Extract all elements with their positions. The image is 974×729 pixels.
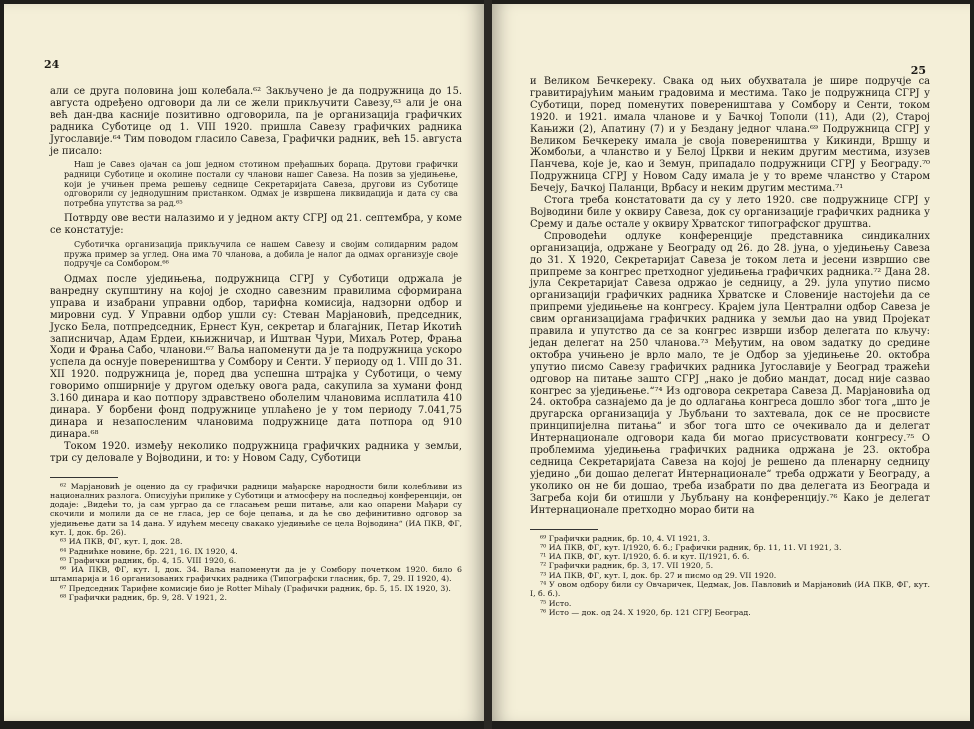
block-quote	[64, 240, 458, 269]
book-gutter	[484, 0, 492, 729]
footnote: ⁶² Марјановић је оценио да су графички радници мађарске народности били колебљиви из националних разлога. Описујући прилике у Суботици и атмосферу на последњој конференцији, он додаје: „Видећи то, ја сам урграо да се гласањем реши питање, али као опарени Мађари су скочили и молили да се не гласа, јер се боје цепања, и да ће сво дефинитивно одговор за уједињење дати за 14 дана. У идућем месецу свакако уједињиће се цела Војводина“ (ИА ПКВ, ФГ, кут. I, док. бр. 26).	[50, 481, 462, 537]
quote-text: Наш је Савез ојачан са још једном стотином пређашњих бораца. Друтови графички радници Суботице и околине постали су чланови нашег Савеза. На позив за уједињење, који је учињен према решењу седнице Секретаријата Савеза, другови из Суботице одговорили су једнодушним пристанком. Одмах је извршена ликвидација и дата су сва потребна упутства за рад.⁶⁵	[64, 159, 458, 208]
paragraph: али се друга половина још колебала.⁶² Закључено је да подружница до 15. августа одређено одговори да ли се жели прикључити Савезу,⁶³ али је она већ дан-два касније позитивно одговорила, па је организација графичких радника Суботице од 1. VIII 1920. пришла Савезу графичких радника Југославије.⁶⁴ Тим поводом гласило Савеза, Графички радник, већ 15. августа је писало:	[50, 86, 462, 157]
footnote: ⁶⁶ ИА ПКВ, ФГ, кут. I, док. 34. Ваља напоменути да је у Сомбору почетком 1920. било 6 штампарија и 16 организованих графичких радника (Типографски гласник, бр. 7, 29. II 1920, 4).	[50, 565, 462, 584]
paragraph: Потврду ове вести налазимо и у једном акту СГРЈ од 21. септембра, у коме се констатује:	[50, 213, 462, 237]
right-page	[492, 4, 970, 721]
left-page	[4, 4, 484, 721]
footnote: ⁶⁴ Раднићке новине, бр. 221, 16. IX 1920, 4.	[60, 546, 238, 556]
footnote: ⁷⁰ ИА ПКВ, ФГ, кут. I/1920, б. б.; Графички радник, бр. 11, 11. VI 1921, 3.	[540, 542, 842, 552]
block-quote	[64, 160, 458, 208]
footnotes	[50, 482, 462, 603]
paragraph: Стога треба констатовати да су у лето 1920. све подружнице СГРЈ у Војводини биле у оквиру Савеза, док су организације графичких радника у Срему и даље остале у оквиру Хрватског типографског друштва.	[530, 195, 930, 230]
footnote: ⁶⁸ Графички радник, бр. 9, 28. V 1921, 2.	[60, 593, 227, 603]
footnote: ⁷² Графички радник, бр. 3, 17. VII 1920, 5.	[540, 561, 714, 571]
footnote: ⁷⁶ Исто — док. од 24. X 1920, бр. 121 СГРЈ Београд.	[540, 607, 751, 617]
page-number: 24	[44, 58, 60, 71]
paragraph: Током 1920. између неколико подружница графичких радника у земљи, три су деловале у Војводини, и то: у Новом Саду, Суботици	[50, 440, 462, 464]
footnote: ⁶⁷ Председник Тарифне комисије био је Rotter Mihaly (Графички радник, бр. 5, 15. IX 1920, 3).	[60, 583, 451, 593]
footnote: ⁷³ ИА ПКВ, ФГ, кут. I, док. бр. 27 и писмо од 29. VII 1920.	[540, 570, 777, 580]
paragraph: Одмах после уједињења, подружница СГРЈ у Суботици одржала је ванредну скупштину на којој је сходно савезним правилима сформирана управа и изабрани управни одбор, тарифна комисија, надзорни одбор и мировни суд. У Управни одбор ушли су: Стеван Марјановић, председник, Јуско Бела, потпредседник, Ернест Кун, секретар и благајник, Петар Икотић записничар, Адам Ердеи, књижничар, и Иштван Чури, Михаљ Ротер, Фрања Ходи и Фрања Сабо, чланови.⁶⁷ Ваља напоменути да је та подружница ускоро успела да оснује повереништва у Сомбору и Сенти. У периоду од 1. VIII до 31. XII 1920. подружница је, поред два успешна штрајка у Суботици, о чему говоримо опширније у другом одељку овога рада, сакупила за хумани фонд 3.160 динара и као потпору здравствено оболелим члановима исплатила 410 динара. У борбени фонд подружнице уплаћено је у том периоду 7.041,75 динара и незапосленим члановима подружнице дата потпора од 910 динара.⁶⁸	[50, 274, 462, 440]
quote-text: Суботичка организација прикључила се нашем Савезу и својим солидарним радом пружа пример за углед. Она има 70 чланова, а добила је налог да одмах организује своје подручје са Сомбором.⁶⁶	[64, 239, 458, 269]
footnote: ⁷¹ ИА ПКВ, ФГ, кут. I/1920, б. б. и кут. II/1921, б. б.	[540, 552, 750, 562]
paragraph: и Великом Бечкереку. Свака од њих обухватала је шире подручје са гравитирајућим мањим градовима и местима. Тако је подружница СГРЈ у Суботици, поред поменутих повереништава у Сомбору и Сенти, током 1920. и 1921. имала чланове и у Бачкој Тополи (11), Ади (2), Старој Кањижи (2), Апатину (7) и у Бездану једног члана.⁶⁹ Подружница СГРЈ у Великом Бечкереку имала је своја повереништва у Кикинди, Вршцу и Жомбољи, а чланство и у Белој Цркви и неким другим местима, изузев Панчева, које је, као и Земун, припадало подружници СГРЈ у Београду.⁷⁰ Подружница СГРЈ у Новом Саду имала је у то време чланство у Старом Бечеју, Бачкој Паланци, Врбасу и неким другим местима.⁷¹	[530, 76, 930, 195]
body-text	[530, 76, 930, 517]
body-text	[50, 86, 462, 465]
paragraph: Спроводећи одлуке конференције представника синдикалних организација, одржане у Београду од 26. до 28. јуна, о уједињењу Савеза до 31. X 1920, Секретаријат Савеза је током лета и јесени извршио све припреме за конгрес претходног уједињења графичких радника.⁷² Дана 28. јула Секретаријат Савеза одржао је седницу, а 29. јула упутио писмо организацији графичких радника Хрватске и Словеније настојећи да се припреми уједињење на конгресу. Крајем јула Централни одбор Савеза је свим организацијама графичких радника у земљи дао на увид Пројекат правила и упутство да се за конгрес изврши избор делегата по кључу: један делегат на 250 чланова.⁷³ Међутим, на овом задатку до средине октобра учињено је врло мало, те је Одбор за уједињење 20. октобра упутио писмо Савезу графичких радника Југославије у Београд тражећи одговор на питање зашто СГРЈ „нако је добио мандат, досад није сазвао конгрес за уједињење.“⁷⁴ Из одговора секретара Савеза Д. Марјановића од 24. октобра сазнајемо да је до одлагања конгреса дошло због тога „што је другарска организација у Љубљани то захтевала, док се не просвисте принципијелна питања“ и због тога што се очекивало да и делегат Интернационале одговори када би могао присуствовати конгресу.⁷⁵ О проблемима уједињења графичких радника одржана је 23. октобра седница Секретаријата Савеза на којој је решено да пленарну седницу уједино „би дошао делегат Интернационале“ треба одржати у Београду, а уколико он не би дошао, треба изабрати по два делегата из Београда и Загреба који би отишли у Љубљану на конференцију.⁷⁶ Како је делегат Интернационале претходно морао бити на	[530, 230, 930, 516]
footnote: ⁷⁴ У овом одбору били су Овчаричек, Цедмак, Јов. Павловић и Марјановић (ИА ПКВ, ФГ, кут. I, б. б.).	[530, 580, 930, 599]
footnote: ⁶³ ИА ПКВ, ФГ, кут. I, док. 28.	[60, 537, 183, 547]
page-number: 25	[910, 64, 926, 77]
footnote-rule	[50, 477, 118, 478]
footnotes	[530, 534, 930, 618]
footnote: ⁶⁹ Графички радник, бр. 10, 4. VI 1921, 3.	[540, 533, 711, 543]
footnote: ⁶⁵ Графички радник, бр. 4, 15. VIII 1920, 6.	[60, 555, 237, 565]
footnote-rule	[530, 529, 598, 530]
footnote: ⁷⁵ Исто.	[540, 598, 572, 608]
